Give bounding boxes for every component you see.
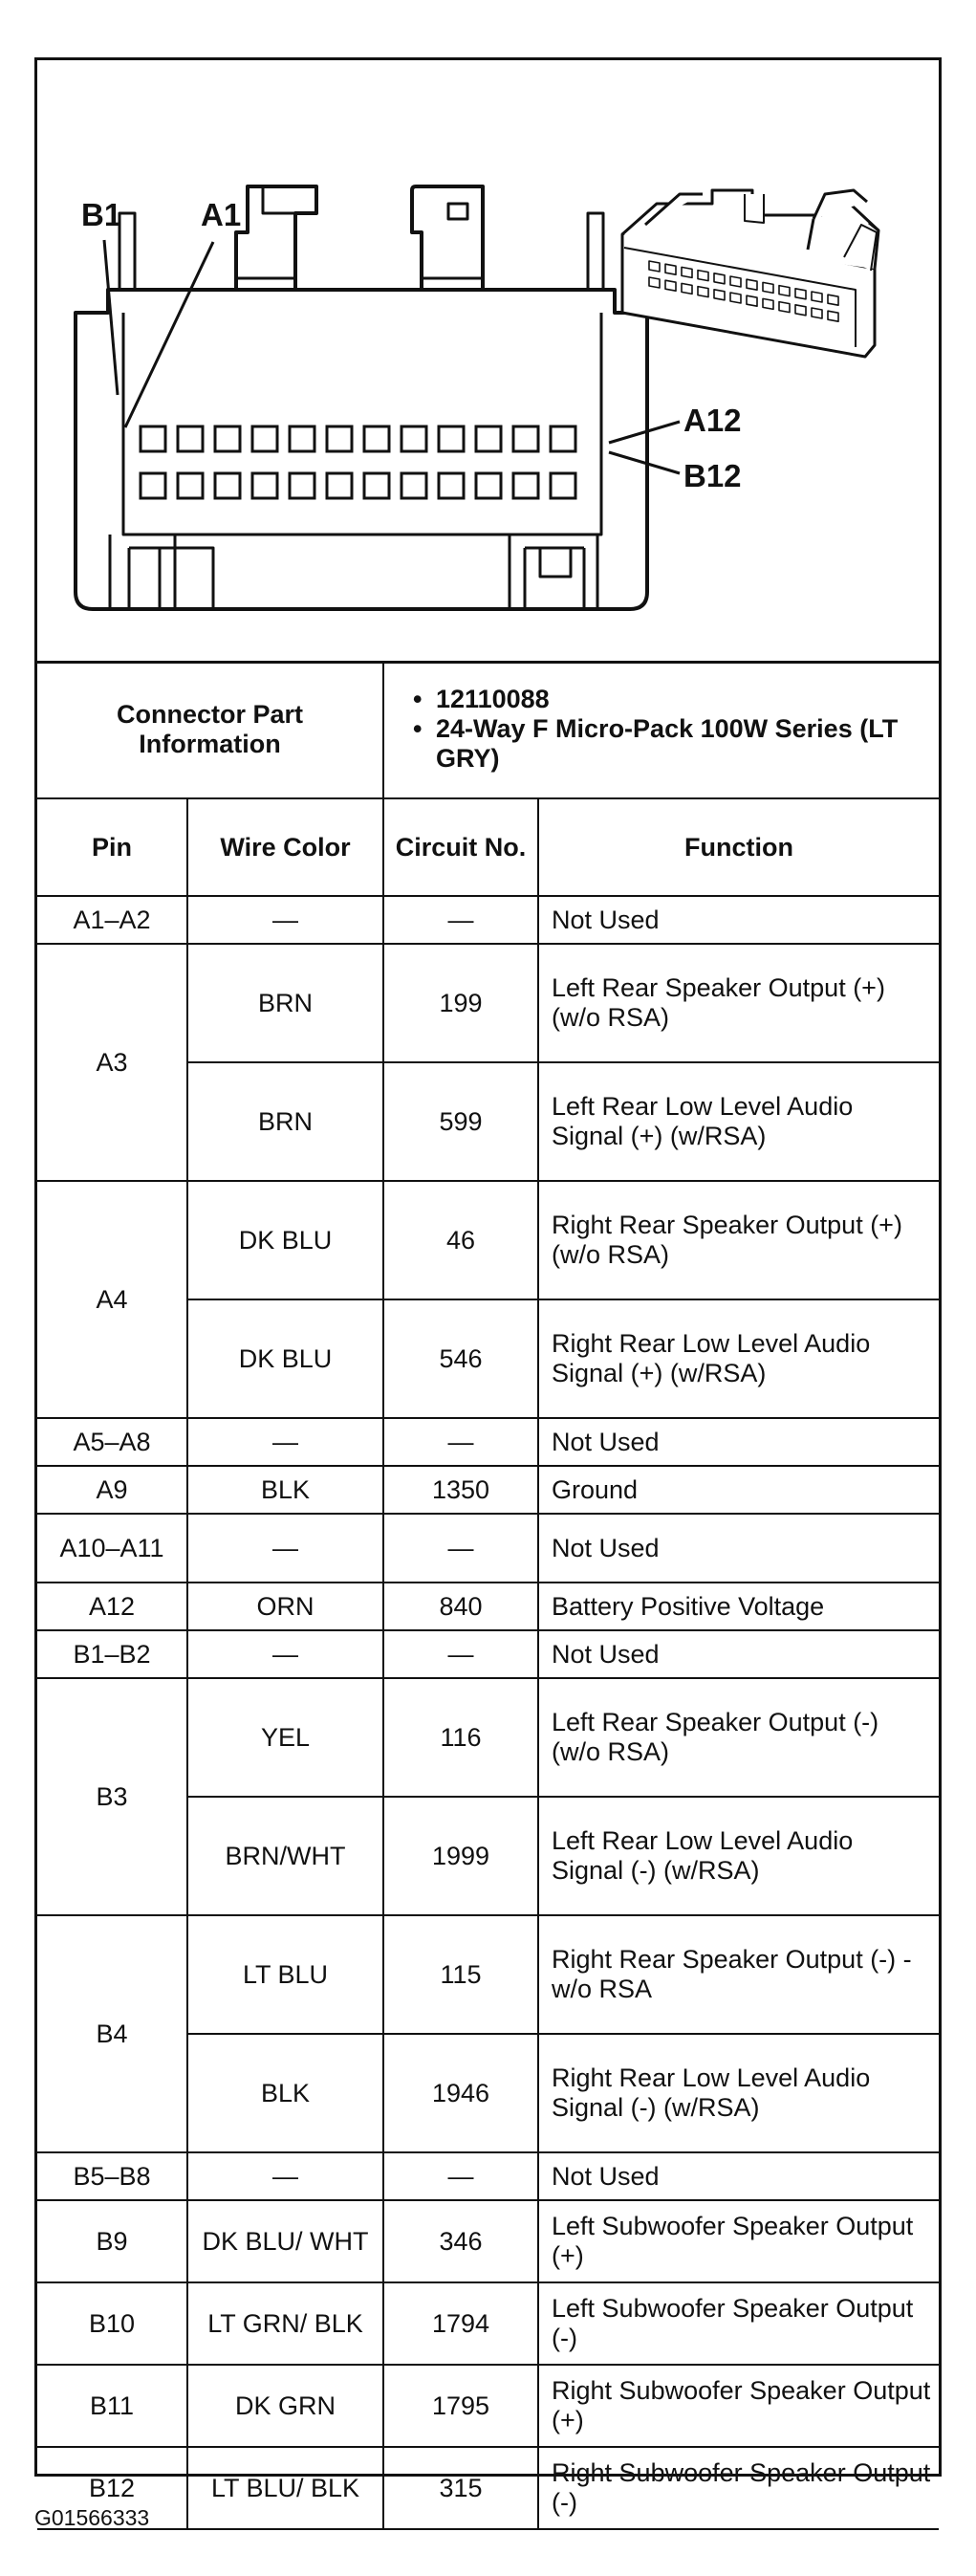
- function-cell: Battery Positive Voltage: [538, 1583, 939, 1630]
- circuit-cell: 199: [383, 944, 538, 1062]
- pin-a-8: [401, 426, 426, 451]
- pin-b-12: [551, 473, 575, 498]
- pin-a-11: [513, 426, 538, 451]
- wire-color-cell: —: [187, 2152, 383, 2200]
- iso-pin: [649, 277, 660, 288]
- pin-a-10: [476, 426, 501, 451]
- table-row: [37, 2447, 939, 2529]
- pin-a-2: [178, 426, 203, 451]
- pin-cell: B3: [37, 1678, 187, 1915]
- wire-color-cell: BLK: [187, 1466, 383, 1514]
- iso-pin: [747, 295, 757, 306]
- table-row: [37, 896, 939, 944]
- pin-a-4: [252, 426, 277, 451]
- iso-pin: [779, 302, 790, 313]
- iso-pin: [795, 289, 806, 299]
- callout-lines: [104, 240, 680, 473]
- pin-cell: A10–A11: [37, 1514, 187, 1583]
- circuit-cell: 115: [383, 1915, 538, 2034]
- table-row: [37, 1181, 939, 1299]
- function-cell: Not Used: [538, 1630, 939, 1678]
- pin-cell: A3: [37, 944, 187, 1181]
- table-row: [37, 2282, 939, 2365]
- function-cell: Not Used: [538, 896, 939, 944]
- table-header-row: [37, 798, 939, 896]
- iso-pin: [763, 282, 773, 293]
- wire-color-cell: BRN: [187, 1062, 383, 1181]
- table-row: [37, 1630, 939, 1678]
- connector-type-item: • 24-Way F Micro-Pack 100W Series (LT GRY): [413, 714, 931, 774]
- pin-cell: B1–B2: [37, 1630, 187, 1678]
- connector-info-row: [37, 661, 939, 798]
- connector-sheet: [34, 57, 942, 2517]
- circuit-cell: —: [383, 1514, 538, 1583]
- wire-color-cell: —: [187, 896, 383, 944]
- iso-pin: [714, 290, 725, 300]
- wire-color-cell: —: [187, 1418, 383, 1466]
- circuit-cell: —: [383, 1418, 538, 1466]
- circuit-cell: —: [383, 1630, 538, 1678]
- circuit-cell: 46: [383, 1181, 538, 1299]
- function-cell: Not Used: [538, 1418, 939, 1466]
- pin-a-9: [439, 426, 464, 451]
- connector-face: [76, 186, 647, 609]
- function-cell: Left Rear Low Level Audio Signal (-) (w/RSA): [538, 1797, 939, 1915]
- pin-cell: A9: [37, 1466, 187, 1514]
- pin-a-3: [215, 426, 240, 451]
- pin-b-6: [327, 473, 352, 498]
- label-b1: B1: [81, 197, 122, 232]
- circuit-cell: 599: [383, 1062, 538, 1181]
- circuit-cell: 1999: [383, 1797, 538, 1915]
- pin-a-6: [327, 426, 352, 451]
- pin-row-b: [141, 473, 575, 498]
- pinout-table: [37, 661, 939, 2530]
- wire-color-cell: DK BLU: [187, 1181, 383, 1299]
- table-row: [37, 1466, 939, 1514]
- table-row: [37, 944, 939, 1062]
- iso-pin: [828, 295, 838, 305]
- wire-color-cell: LT BLU: [187, 1915, 383, 2034]
- function-cell: Left Rear Low Level Audio Signal (+) (w/RSA): [538, 1062, 939, 1181]
- function-cell: Right Subwoofer Speaker Output (-): [538, 2447, 939, 2529]
- wire-color-cell: LT GRN/ BLK: [187, 2282, 383, 2365]
- function-cell: Not Used: [538, 1514, 939, 1583]
- iso-pin: [779, 286, 790, 296]
- iso-pin: [828, 311, 838, 321]
- circuit-cell: 346: [383, 2200, 538, 2282]
- pin-cell: A4: [37, 1181, 187, 1418]
- pin-b-9: [439, 473, 464, 498]
- circuit-cell: 1794: [383, 2282, 538, 2365]
- pinout-table-wrap: [37, 661, 939, 2530]
- iso-pin: [812, 308, 822, 318]
- pin-a-1: [141, 426, 165, 451]
- iso-pin: [747, 279, 757, 290]
- wire-color-cell: —: [187, 1514, 383, 1583]
- part-number: 12110088: [436, 685, 550, 713]
- function-cell: Right Rear Low Level Audio Signal (+) (w/RSA): [538, 1299, 939, 1418]
- table-row: [37, 2365, 939, 2447]
- pin-cell: A12: [37, 1583, 187, 1630]
- table-row: [37, 1418, 939, 1466]
- connector-diagram: [37, 60, 939, 664]
- function-cell: Left Rear Speaker Output (+) (w/o RSA): [538, 944, 939, 1062]
- function-cell: Left Subwoofer Speaker Output (+): [538, 2200, 939, 2282]
- table-row: [37, 1514, 939, 1583]
- iso-pin: [649, 261, 660, 272]
- circuit-header: Circuit No.: [383, 798, 538, 896]
- callout-line-a1: [125, 242, 213, 427]
- iso-pin: [795, 305, 806, 316]
- iso-pin: [698, 287, 708, 297]
- table-row: [37, 1915, 939, 2034]
- wire-color-header: Wire Color: [187, 798, 383, 896]
- function-cell: Left Subwoofer Speaker Output (-): [538, 2282, 939, 2365]
- wire-color-cell: DK GRN: [187, 2365, 383, 2447]
- pin-a-12: [551, 426, 575, 451]
- iso-pin: [665, 264, 676, 274]
- pin-cell: B9: [37, 2200, 187, 2282]
- function-cell: Right Rear Low Level Audio Signal (-) (w/RSA): [538, 2034, 939, 2152]
- pin-cell: B10: [37, 2282, 187, 2365]
- connector-type: 24-Way F Micro-Pack 100W Series (LT GRY): [436, 714, 899, 773]
- wire-color-cell: DK BLU/ WHT: [187, 2200, 383, 2282]
- pin-b-2: [178, 473, 203, 498]
- pin-b-3: [215, 473, 240, 498]
- callout-line-b1: [104, 240, 118, 395]
- function-cell: Right Rear Speaker Output (+) (w/o RSA): [538, 1181, 939, 1299]
- function-cell: Right Subwoofer Speaker Output (+): [538, 2365, 939, 2447]
- pin-a-5: [290, 426, 314, 451]
- function-header: Function: [538, 798, 939, 896]
- pin-header: Pin: [37, 798, 187, 896]
- circuit-cell: 1350: [383, 1466, 538, 1514]
- pin-cell: B11: [37, 2365, 187, 2447]
- iso-pin: [714, 273, 725, 284]
- circuit-cell: 116: [383, 1678, 538, 1797]
- circuit-cell: 546: [383, 1299, 538, 1418]
- iso-pin: [730, 276, 741, 287]
- wire-color-cell: DK BLU: [187, 1299, 383, 1418]
- iso-pin: [763, 298, 773, 309]
- iso-pin: [698, 271, 708, 281]
- function-cell: Left Rear Speaker Output (-) (w/o RSA): [538, 1678, 939, 1797]
- pin-b-5: [290, 473, 314, 498]
- wire-color-cell: —: [187, 1630, 383, 1678]
- wire-color-cell: BRN/WHT: [187, 1797, 383, 1915]
- table-row: [37, 1583, 939, 1630]
- pin-b-7: [364, 473, 389, 498]
- circuit-cell: 1946: [383, 2034, 538, 2152]
- pin-b-4: [252, 473, 277, 498]
- wire-color-cell: BLK: [187, 2034, 383, 2152]
- figure-id: G01566333: [34, 2505, 150, 2530]
- connector-isometric-view: [622, 190, 878, 357]
- pin-cell: A5–A8: [37, 1418, 187, 1466]
- circuit-cell: —: [383, 896, 538, 944]
- pin-b-8: [401, 473, 426, 498]
- connector-part-info-header: Connector Part Information: [37, 661, 383, 798]
- pin-b-1: [141, 473, 165, 498]
- circuit-cell: 1795: [383, 2365, 538, 2447]
- callout-line-b12: [609, 452, 680, 473]
- iso-pin: [682, 283, 692, 294]
- iso-pin: [812, 292, 822, 302]
- function-cell: Ground: [538, 1466, 939, 1514]
- pin-cell: B12: [37, 2447, 187, 2529]
- circuit-cell: —: [383, 2152, 538, 2200]
- iso-pin: [682, 267, 692, 277]
- function-cell: Not Used: [538, 2152, 939, 2200]
- wire-color-cell: YEL: [187, 1678, 383, 1797]
- pin-b-11: [513, 473, 538, 498]
- table-row: [37, 2200, 939, 2282]
- connector-face-drawing: [37, 60, 939, 661]
- pin-cell: B5–B8: [37, 2152, 187, 2200]
- pin-row-a: [141, 426, 575, 451]
- wire-color-cell: ORN: [187, 1583, 383, 1630]
- part-number-item: • 12110088: [413, 685, 550, 713]
- label-a12: A12: [683, 403, 742, 438]
- pin-cell: B4: [37, 1915, 187, 2152]
- pin-b-10: [476, 473, 501, 498]
- table-row: [37, 2152, 939, 2200]
- circuit-cell: 840: [383, 1583, 538, 1630]
- function-cell: Right Rear Speaker Output (-) - w/o RSA: [538, 1915, 939, 2034]
- label-a1: A1: [201, 197, 242, 232]
- label-b12: B12: [683, 458, 742, 493]
- pin-cell: A1–A2: [37, 896, 187, 944]
- iso-pin: [730, 293, 741, 303]
- pinout-table-body: [37, 661, 939, 2529]
- pin-a-7: [364, 426, 389, 451]
- connector-part-info: [383, 661, 939, 798]
- callout-line-a12: [609, 422, 680, 443]
- wire-color-cell: LT BLU/ BLK: [187, 2447, 383, 2529]
- iso-pin: [665, 280, 676, 291]
- table-row: [37, 1678, 939, 1797]
- circuit-cell: 315: [383, 2447, 538, 2529]
- wire-color-cell: BRN: [187, 944, 383, 1062]
